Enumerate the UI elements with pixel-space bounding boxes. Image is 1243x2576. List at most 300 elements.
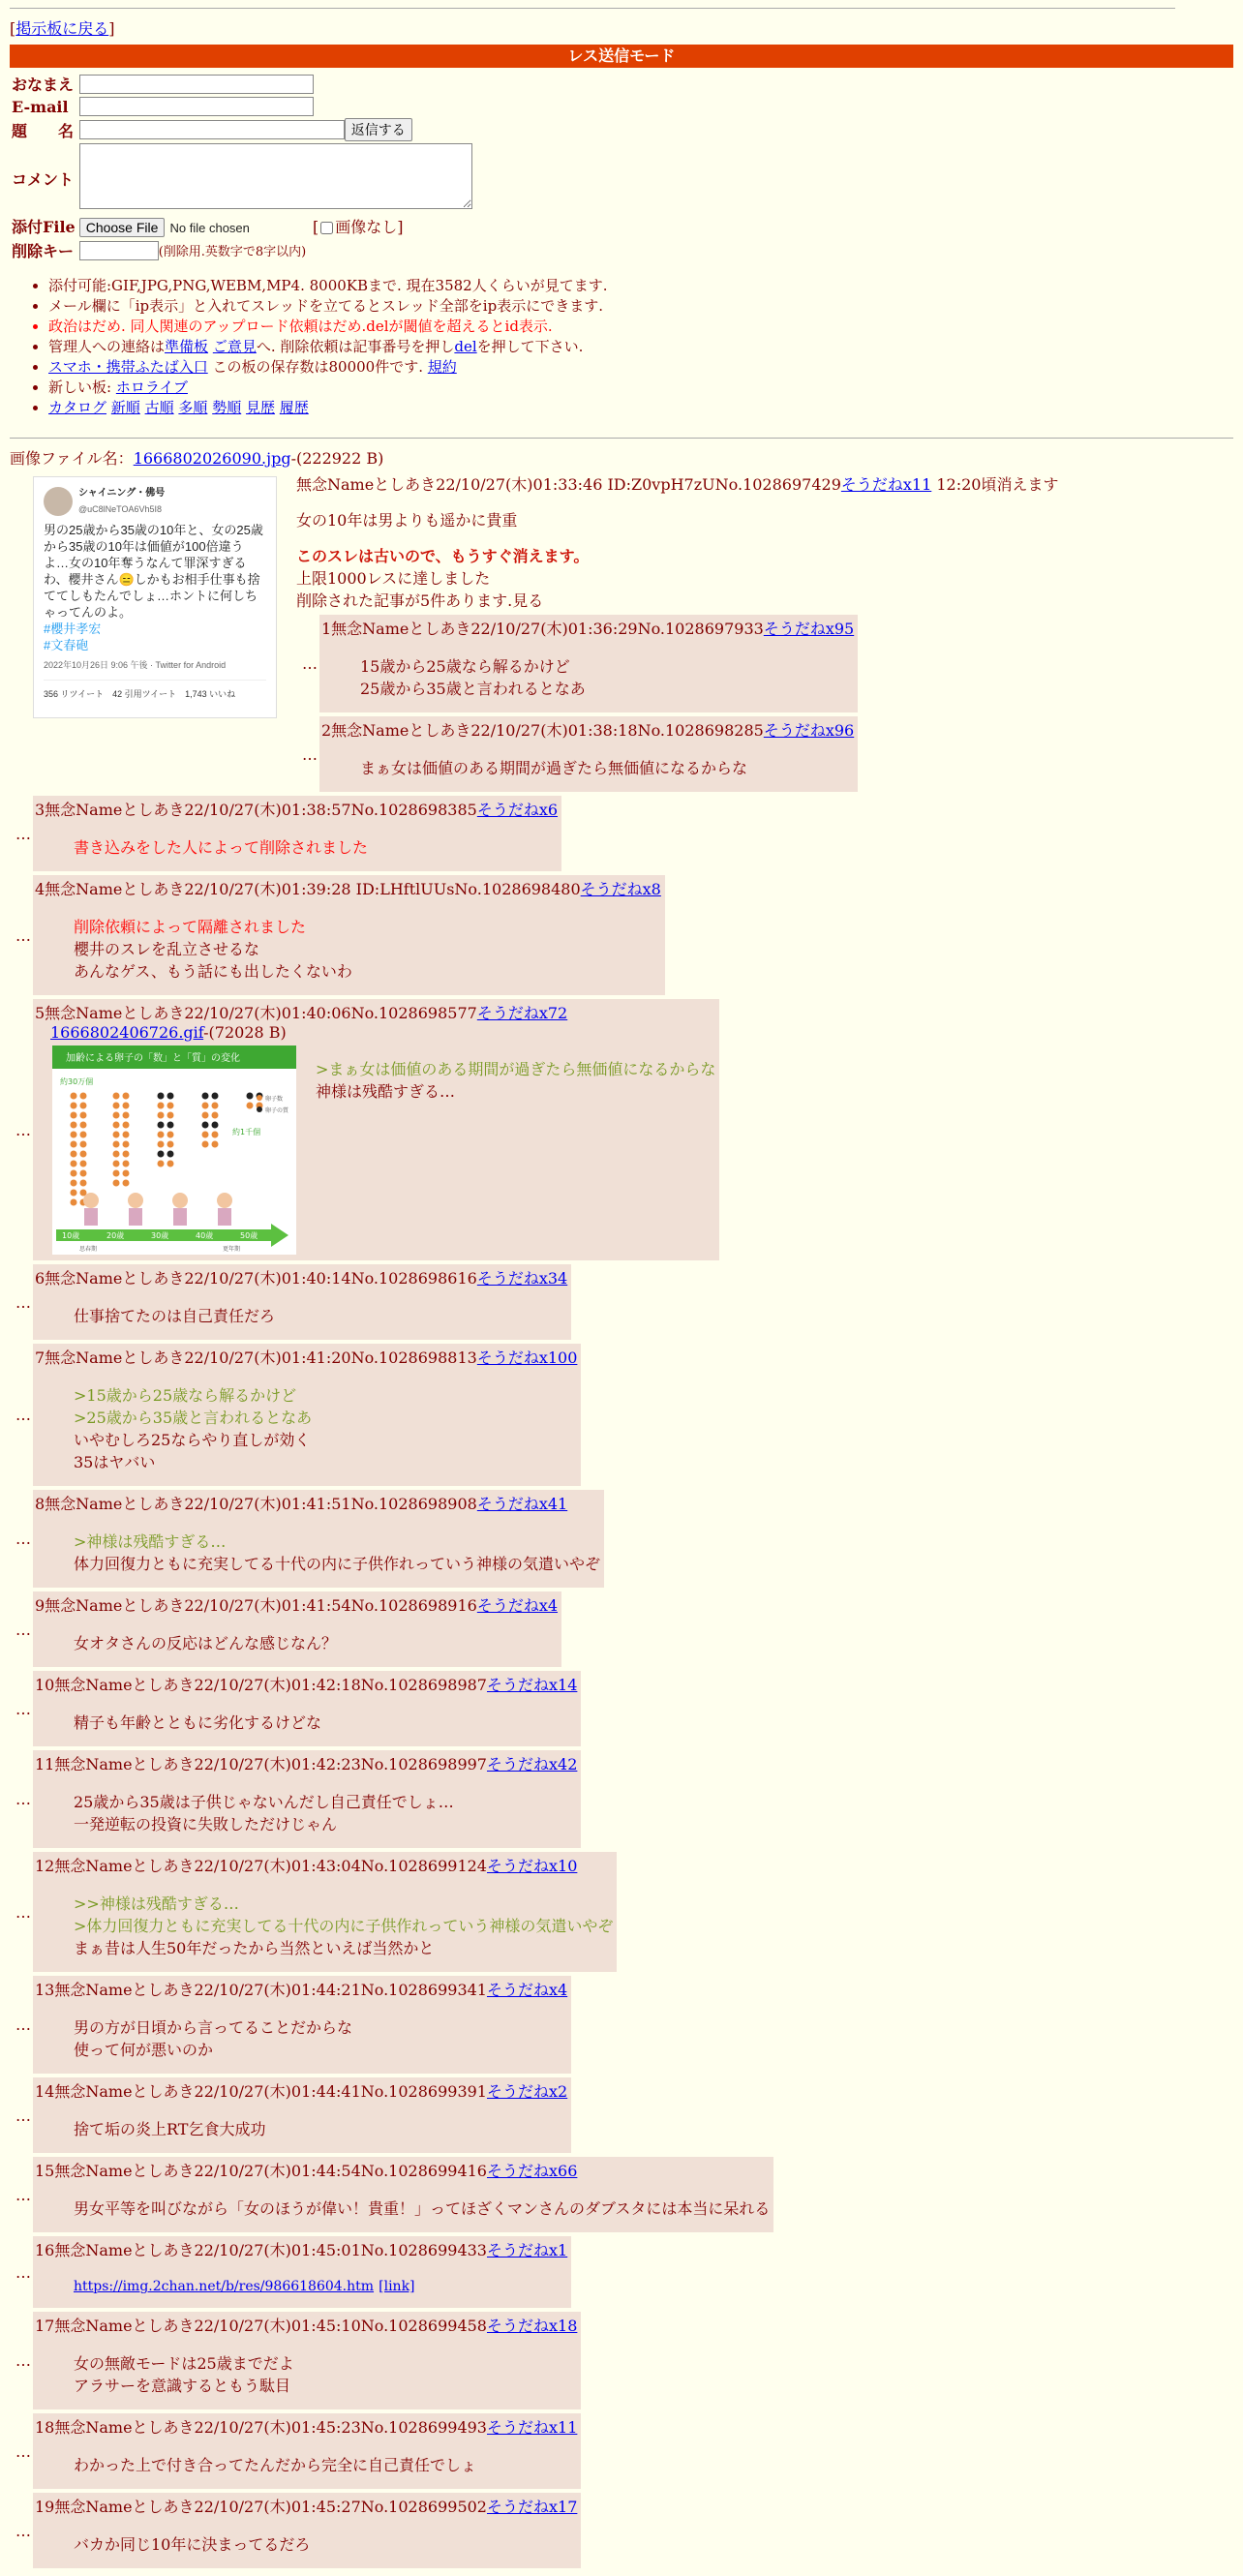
subject-input[interactable] [79, 120, 345, 139]
sodane-button[interactable]: そうだねx4 [476, 1596, 559, 1615]
reply-box [33, 1264, 571, 1340]
tweet-meta: 2022年10月26日 9:06 午後 · Twitter for Android [44, 660, 227, 670]
egg-dot [123, 1112, 130, 1119]
egg-dot [71, 1112, 77, 1119]
egg-dot [71, 1190, 77, 1197]
reply-header-text: 10無念Nameとしあき22/10/27(木)01:42:18No.1028698987 [35, 1676, 487, 1694]
reply-marker: … [15, 1406, 31, 1424]
reply-box [33, 1852, 617, 1972]
subject-label: 題 名 [12, 121, 75, 140]
figure-head [83, 1193, 99, 1208]
sodane-button[interactable]: そうだねx17 [486, 2498, 578, 2516]
reply [296, 615, 1233, 712]
chart-legend: 卵子数 [265, 1096, 284, 1103]
new-board-label: 新しい板: [48, 379, 112, 396]
egg-dot [113, 1132, 120, 1138]
delkey-input[interactable] [79, 241, 159, 260]
reply-box [33, 875, 665, 995]
egg-dot [123, 1180, 130, 1187]
op-file-link[interactable]: 1666802026090.jpg [133, 449, 291, 468]
name-input[interactable] [79, 75, 314, 94]
reply-line: 書き込みをした人によって削除されました [74, 838, 369, 857]
egg-dot [167, 1103, 174, 1109]
reply-line: >神様は残酷すぎる… [74, 1532, 227, 1551]
figure-body [218, 1208, 231, 1226]
tweet-hashtag: #文春砲 [44, 638, 89, 652]
sodane-button[interactable]: そうだねx14 [486, 1676, 578, 1694]
del-link[interactable]: del [454, 338, 477, 355]
reply-header-text: 8無念Nameとしあき22/10/27(木)01:41:51No.1028698908 [35, 1495, 477, 1513]
comment-textarea[interactable] [79, 143, 472, 209]
tweet-header [44, 485, 266, 518]
hololive-board-link[interactable]: ホロライブ [115, 379, 188, 396]
reply-header [321, 718, 854, 741]
reply-list [10, 796, 1233, 2568]
reply-marker: … [15, 1120, 31, 1139]
rule-text: この板の保存数は80000件です. [212, 358, 423, 376]
rule-text: を押して下さい. [476, 338, 584, 355]
reply-body [74, 2532, 310, 2555]
egg-dot [167, 1093, 174, 1100]
op-thumbnail[interactable] [33, 476, 277, 718]
sodane-button[interactable]: そうだねx96 [763, 721, 855, 740]
figure-head [217, 1193, 232, 1208]
egg-dot [212, 1132, 219, 1138]
rule-item: • メール欄に「ip表示」と入れてスレッドを立てるとスレッド全部をip表示にできます. [48, 296, 1233, 317]
sodane-button[interactable]: そうだねx41 [476, 1495, 568, 1513]
mode-title-bar: レス送信モード [10, 45, 1233, 68]
reply-body [74, 1304, 275, 1326]
tweet-handle: @uC8lNeTOA6Vh5I8 [78, 504, 163, 514]
age-label: 10歳 [62, 1231, 80, 1240]
egg-dot [158, 1122, 165, 1129]
tweet-hashtag: #櫻井孝宏 [44, 621, 102, 636]
expire-note: 12:20頃消えます [936, 475, 1059, 494]
reply-box [33, 2157, 773, 2232]
divider [10, 438, 1233, 439]
delkey-label: 削除キー [12, 242, 75, 260]
sodane-button[interactable]: そうだねx10 [486, 1857, 578, 1875]
chart-low-label: 更年期 [223, 1246, 241, 1253]
reply [10, 2236, 1233, 2308]
rule-item [48, 357, 1233, 378]
egg-dot [123, 1170, 130, 1177]
op-file-line [10, 446, 1233, 469]
reply [10, 1671, 1233, 1746]
limit-note: 上限1000レスに達しました [296, 569, 491, 588]
reply [10, 2312, 1233, 2409]
reply-box [33, 2077, 571, 2153]
reply [10, 1490, 1233, 1588]
reply-body [74, 2015, 352, 2060]
egg-dot [80, 1132, 87, 1138]
choose-file-button[interactable]: Choose File [79, 218, 166, 237]
reply-body [74, 915, 352, 982]
egg-dot [247, 1103, 254, 1109]
egg-chart-image[interactable] [52, 1046, 296, 1255]
egg-dot [212, 1093, 219, 1100]
reply-file-size: -(72028 B) [203, 1023, 287, 1042]
egg-dot [212, 1103, 219, 1109]
egg-dot [80, 1151, 87, 1158]
mobile-entry-link[interactable]: スマホ・携帯ふたば入口 [48, 358, 208, 376]
reply-line: バカか同じ10年に決まってるだろ [74, 2535, 311, 2554]
reply-header [35, 1346, 577, 1368]
egg-dot [167, 1161, 174, 1167]
reply-header-text: 13無念Nameとしあき22/10/27(木)01:44:21No.1028699341 [35, 1981, 487, 1999]
egg-dot [113, 1103, 120, 1109]
age-label: 20歳 [106, 1231, 125, 1240]
reply-header [35, 1978, 567, 2000]
reply-body [74, 1711, 321, 1733]
comment-label: コメント [12, 169, 75, 189]
egg-dot [80, 1161, 87, 1167]
sodane-button[interactable]: そうだねx95 [763, 620, 855, 638]
reply-box [33, 2312, 581, 2409]
reply-box [33, 1344, 581, 1486]
sodane-button[interactable]: そうだねx2 [486, 2082, 568, 2101]
reply-line: 削除依頼によって隔離されました [74, 918, 307, 936]
egg-dot [71, 1093, 77, 1100]
reply-line: あんなゲス、もう話にも出したくないわ [74, 962, 352, 981]
reply-line: わかった上で付き合ってたんだから完全に自己責任でしょ [74, 2456, 477, 2474]
op-sodane-button[interactable]: そうだねx11 [840, 475, 932, 494]
tweet-text: 男の25歳から35歳の10年と、女の25歳から35歳の10年は価値が100倍違うよ…女の10年奪うなんて罪深すぎるわ、櫻井さん😑しかもお相手仕事も捨ててしもたんでしょ…ホントに何しちゃってんのよ。 [44, 523, 263, 620]
op-header [296, 472, 1233, 495]
reply-header [35, 877, 661, 899]
egg-dot [123, 1122, 130, 1129]
reply-marker: … [15, 1699, 31, 1718]
reply-line: >15歳から25歳なら解るかけど [74, 1386, 297, 1405]
reply-marker: … [15, 1530, 31, 1548]
reply [10, 1264, 1233, 1340]
reply-line: いやむしろ25ならやり直しが効く [74, 1431, 311, 1449]
figure-head [172, 1193, 188, 1208]
egg-dot [71, 1180, 77, 1187]
reply-thumbnail[interactable] [52, 1046, 296, 1255]
email-input[interactable] [79, 97, 314, 116]
file-prefix: 画像ファイル名： [10, 449, 134, 468]
sodane-button[interactable]: そうだねx42 [486, 1755, 578, 1773]
reply [10, 796, 1233, 871]
reply [296, 716, 1233, 792]
reply-line: まぁ昔は人生50年だったから当然といえば当然かと [74, 1939, 435, 1957]
egg-dot [113, 1151, 120, 1158]
sodane-button[interactable]: そうだねx100 [476, 1349, 578, 1367]
reply-header [321, 617, 854, 639]
egg-dot [71, 1103, 77, 1109]
reply-marker: … [15, 1902, 31, 1922]
age-label: 30歳 [151, 1231, 169, 1240]
rule-text: 管理人への連絡は [48, 338, 166, 355]
egg-dot [167, 1151, 174, 1158]
reply-url-link[interactable]: https://img.2chan.net/b/res/986618604.htm [74, 2279, 375, 2294]
old-thread-warning: このスレは古いので、もうすぐ消えます。 [296, 547, 590, 565]
egg-dot [80, 1122, 87, 1129]
reply-header [35, 1752, 577, 1774]
reply-box [33, 2493, 581, 2568]
noimage-option: [ 画像なし] [312, 218, 404, 236]
reply [10, 2077, 1233, 2153]
reply [10, 1976, 1233, 2074]
reply-header-text: 16無念Nameとしあき22/10/27(木)01:45:01No.1028699433 [35, 2241, 487, 2259]
reply-marker: … [302, 744, 318, 764]
reply-box [33, 999, 719, 1260]
reply-marker: … [15, 1620, 31, 1639]
rules-list [10, 276, 1233, 418]
reply [10, 1344, 1233, 1486]
reply-body [74, 835, 368, 858]
reply-marker: … [15, 2185, 31, 2204]
egg-dot [71, 1122, 77, 1129]
egg-dot [167, 1112, 174, 1119]
submit-button[interactable]: 返信する [345, 118, 412, 141]
reply-header-text: 17無念Nameとしあき22/10/27(木)01:45:10No.1028699458 [35, 2317, 487, 2335]
egg-dot [71, 1132, 77, 1138]
sodane-button[interactable]: そうだねx72 [476, 1004, 568, 1022]
chart-top-label: 約30万個 [60, 1077, 94, 1086]
reply-header [35, 1854, 613, 1876]
reply-body [316, 1057, 715, 1247]
legend-dot [257, 1095, 262, 1101]
reply-header [35, 1492, 600, 1514]
figure-body [129, 1208, 142, 1226]
reply-body [74, 1790, 454, 1834]
reply-header-text: 14無念Nameとしあき22/10/27(木)01:44:41No.1028699391 [35, 2082, 487, 2101]
reply-line: 25歳から35歳と言われるとなあ [360, 680, 586, 698]
reply-header-text: 7無念Nameとしあき22/10/27(木)01:41:20No.1028698813 [35, 1349, 477, 1367]
back-nav: [掲示板に戻る] [10, 19, 115, 38]
egg-dot [158, 1151, 165, 1158]
terms-link[interactable]: 規約 [427, 358, 457, 376]
reply-body [74, 2197, 770, 2219]
egg-dot [202, 1103, 209, 1109]
chart-legend: 卵子の質 [265, 1107, 289, 1114]
reply-body [74, 1631, 337, 1653]
reply-box [319, 716, 858, 792]
reply-body [360, 654, 586, 699]
reply-header-text: 1無念Nameとしあき22/10/27(木)01:36:29No.1028697933 [321, 620, 764, 638]
reply-body [74, 1892, 613, 1958]
reply-line: 精子も年齢とともに劣化するけどな [74, 1713, 322, 1732]
egg-dot [113, 1161, 120, 1167]
sodane-button[interactable]: そうだねx8 [580, 880, 661, 898]
reply-line: 体力回復力ともに充実してる十代の内に子供作れっていう神様の気遣いやぞ [74, 1555, 601, 1573]
reply-header-text: 5無念Nameとしあき22/10/27(木)01:40:06No.1028698577 [35, 1004, 477, 1022]
reply-header [35, 1673, 577, 1695]
rule-item [48, 378, 1233, 398]
egg-dot [113, 1093, 120, 1100]
reply-header [35, 2495, 577, 2517]
figure-body [84, 1208, 98, 1226]
reply-file-link[interactable]: 1666802406726.gif [50, 1023, 204, 1042]
reply-line: >>神様は残酷すぎる… [74, 1894, 239, 1913]
reply-marker: … [15, 2521, 31, 2540]
reply-header-text: 4無念Nameとしあき22/10/27(木)01:39:28 ID:LHftlUUsNo.1028698480 [35, 880, 581, 898]
avatar [44, 487, 73, 516]
reply-box [33, 1591, 561, 1667]
sodane-button[interactable]: そうだねx6 [476, 801, 559, 819]
reply [10, 1852, 1233, 1972]
sodane-button[interactable]: そうだねx1 [486, 2241, 568, 2259]
egg-dot [71, 1170, 77, 1177]
reply-line: 女オタさんの反応はどんな感じなん？ [74, 1634, 338, 1652]
egg-dot [212, 1122, 219, 1129]
reply-line: 男の方が日頃から言ってることだからな [74, 2018, 353, 2037]
rule-text: へ. 削除依頼は記事番号を押し [256, 338, 455, 355]
age-label: 40歳 [196, 1231, 214, 1240]
sodane-button[interactable]: そうだねx4 [486, 1981, 568, 1999]
figure-head [128, 1193, 143, 1208]
sort-many-link[interactable]: 多順 [178, 399, 208, 416]
deleted-note: 削除された記事が5件あります.見る [296, 591, 544, 610]
reply-line: 15歳から25歳なら解るかけど [360, 657, 570, 676]
egg-dot [113, 1170, 120, 1177]
reply-header-text: 12無念Nameとしあき22/10/27(木)01:43:04No.1028699124 [35, 1857, 487, 1875]
egg-dot [80, 1103, 87, 1109]
chart-title: 加齢による卵子の「数」と「質」の変化 [66, 1053, 240, 1064]
rule-item: • 添付可能:GIF,JPG,PNG,WEBM,MP4. 8000KBまで. 現在3582人くらいが見てます. [48, 276, 1233, 296]
reply-box [33, 1750, 581, 1848]
reply-body [74, 2117, 265, 2139]
egg-dot [123, 1132, 130, 1138]
egg-dot [80, 1141, 87, 1148]
reply [10, 875, 1233, 995]
legend-dot [257, 1106, 262, 1112]
reply-line: 男女平等を叫びながら「女のほうが偉い！貴重！」ってほざくマンさんのダブスタには本当に呆れる [74, 2199, 771, 2218]
age-label: 50歳 [240, 1231, 258, 1240]
reply-header [35, 2079, 567, 2102]
egg-dot [80, 1093, 87, 1100]
reply-marker: … [15, 2262, 31, 2282]
egg-dot [202, 1132, 209, 1138]
op-post [296, 472, 1233, 792]
reply-header [35, 798, 558, 820]
reply-body [74, 2453, 476, 2475]
reply-box [33, 2413, 581, 2489]
egg-dot [202, 1141, 209, 1148]
sodane-button[interactable]: そうだねx34 [476, 1269, 568, 1288]
sort-momentum-link[interactable]: 勢順 [212, 399, 242, 416]
opinion-link[interactable]: ご意見 [212, 338, 257, 355]
noimage-label: 画像なし [335, 218, 398, 236]
egg-dot [113, 1122, 120, 1129]
egg-dot [123, 1151, 130, 1158]
tweet-name: シャイニング・佛号 [78, 488, 166, 499]
egg-dot [247, 1093, 254, 1100]
egg-dot [158, 1132, 165, 1138]
egg-dot [212, 1112, 219, 1119]
history-link[interactable]: 履歴 [279, 399, 309, 416]
reply-marker: … [15, 2351, 31, 2370]
sodane-button[interactable]: そうだねx66 [486, 2162, 578, 2180]
reply-header-text: 3無念Nameとしあき22/10/27(木)01:38:57No.1028698385 [35, 801, 477, 819]
reply-header-text: 6無念Nameとしあき22/10/27(木)01:40:14No.1028698616 [35, 1269, 477, 1288]
egg-dot [80, 1180, 87, 1187]
name-label: おなまえ [12, 76, 75, 94]
reply-marker: … [15, 2106, 31, 2125]
reply-line: >まぁ女は価値のある期間が過ぎたら無価値になるからな [316, 1060, 716, 1078]
egg-dot [71, 1141, 77, 1148]
egg-dot [158, 1093, 165, 1100]
reply-body [360, 756, 747, 778]
delkey-note: (削除用.英数字で8字以内) [158, 244, 307, 259]
junbi-board-link[interactable]: 準備板 [165, 338, 209, 355]
egg-dot [123, 1093, 130, 1100]
reply-line: >25歳から35歳と言われるとなあ [74, 1409, 313, 1427]
chart-low-label: 思春期 [79, 1246, 98, 1253]
noimage-checkbox[interactable] [320, 222, 333, 234]
reply-box [33, 1976, 571, 2074]
tweet-stats: 356 リツイート 42 引用ツイート 1,743 いいね [44, 680, 266, 703]
sort-old-link[interactable]: 古順 [144, 399, 174, 416]
egg-dot [202, 1122, 209, 1129]
reply-header [35, 2314, 577, 2336]
post-form [10, 72, 474, 262]
op-file-size: -(222922 B) [290, 449, 384, 468]
reply-line: 女の無敵モードは25歳までだよ [74, 2354, 294, 2373]
op-side-replies [296, 615, 1233, 792]
egg-dot [158, 1103, 165, 1109]
sodane-button[interactable]: そうだねx11 [486, 2418, 578, 2437]
reply-header [35, 2159, 770, 2181]
reply-line: 使って何が悪いのか [74, 2041, 214, 2059]
reply-header-text: 18無念Nameとしあき22/10/27(木)01:45:23No.1028699493 [35, 2418, 487, 2437]
sodane-button[interactable]: そうだねx18 [486, 2317, 578, 2335]
egg-dot [212, 1141, 219, 1148]
reply [10, 2493, 1233, 2568]
catalog-link[interactable]: カタログ [48, 399, 107, 416]
chart-mid-label: 約1千個 [232, 1128, 261, 1136]
reply-marker: … [15, 2441, 31, 2461]
egg-dot [113, 1141, 120, 1148]
reply [10, 2413, 1233, 2489]
reply-line: 神様は残酷すぎる… [316, 1082, 456, 1101]
egg-dot [167, 1141, 174, 1148]
reply-body [74, 1383, 312, 1472]
reply-marker: … [15, 2015, 31, 2034]
back-to-board-link[interactable]: 掲示板に戻る [15, 19, 109, 38]
egg-dot [71, 1161, 77, 1167]
view-history-link[interactable]: 見歴 [245, 399, 275, 416]
rule-item: • 政治はだめ. 同人関連のアップロード依頼はだめ.delが閾値を超えるとid表示. [48, 317, 1233, 337]
reply-marker: … [15, 824, 31, 843]
reply-header-text: 19無念Nameとしあき22/10/27(木)01:45:27No.1028699502 [35, 2498, 487, 2516]
reply-marker: … [15, 925, 31, 945]
egg-dot [202, 1093, 209, 1100]
reply-file-line [50, 1023, 715, 1042]
reply-body [74, 1530, 600, 1574]
sort-new-link[interactable]: 新順 [110, 399, 140, 416]
op-header-text: 無念Nameとしあき22/10/27(木)01:33:46 ID:Z0vpH7zUNo.1028697429 [296, 475, 841, 494]
reply-line: 仕事捨てたのは自己責任だろ [74, 1307, 276, 1325]
reply-header [35, 2238, 567, 2260]
egg-dot [113, 1180, 120, 1187]
reply-header-text: 9無念Nameとしあき22/10/27(木)01:41:54No.1028698916 [35, 1596, 477, 1615]
reply-header-text: 11無念Nameとしあき22/10/27(木)01:42:23No.1028698997 [35, 1755, 487, 1773]
reply-box [33, 2236, 571, 2308]
reply-header [35, 1593, 558, 1616]
email-label: E-mail [12, 97, 69, 116]
egg-dot [167, 1122, 174, 1129]
egg-dot [202, 1112, 209, 1119]
reply-line: 一発逆転の投資に失敗しただけじゃん [74, 1815, 338, 1834]
file-status: No file chosen [169, 221, 250, 235]
reply-box [33, 796, 561, 871]
reply-header [35, 1266, 567, 1288]
reply-link-button[interactable]: [link] [379, 2279, 415, 2294]
rule-item [48, 398, 1233, 418]
